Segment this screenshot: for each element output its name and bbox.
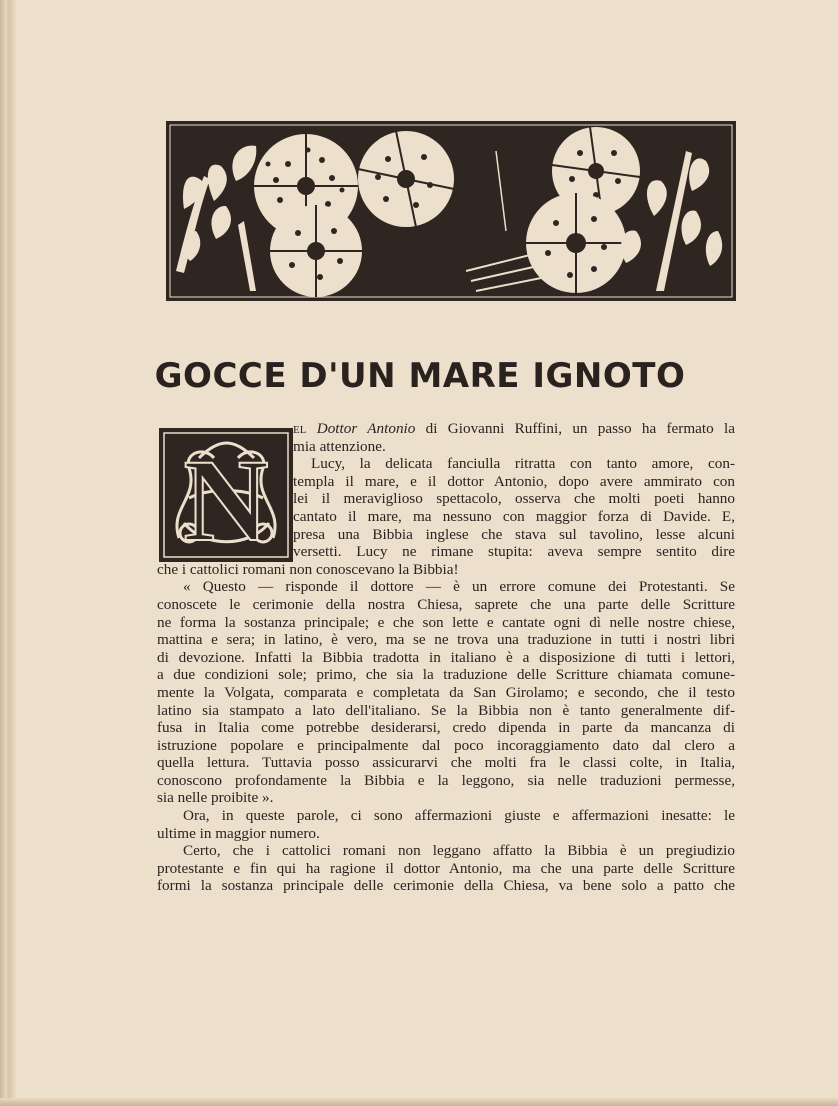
text-line: protestante e fin qui ha ragione il dottor Antonio, ma che una parte delle Scritture — [157, 859, 735, 877]
text-line: mia attenzione. — [293, 437, 386, 455]
text-line: a due condizioni sole; primo, che sia la traduzione delle Scritture chiamata comune- — [157, 666, 735, 684]
text-line: cantato il mare, ma nessuno con maggior forza di Davide. E, — [293, 507, 735, 525]
text-line: formi la sostanza principale delle cerimonie della Chiesa, va bene solo a patto che — [157, 877, 735, 895]
paragraph — [157, 842, 735, 895]
decorative-flower-woodcut — [166, 121, 736, 301]
text-line: el Dottor Antonio di Giovanni Ruffini, un passo ha fermato la — [293, 420, 735, 437]
page-bottom-edge — [0, 1098, 838, 1106]
text-line: fusa in Italia come potrebbe desiderarsi, credo dipenda in parte da mancanza di — [157, 719, 735, 737]
text-line: sia nelle proibite ». — [157, 789, 274, 807]
page-title: GOCCE D'UN MARE IGNOTO — [154, 356, 686, 396]
page-edge — [0, 0, 16, 1106]
article-body — [157, 420, 735, 895]
text-line: Ora, in queste parole, ci sono affermazioni giuste e affermazioni inesatte: le — [183, 807, 735, 825]
text-line: lei il meraviglioso spettacolo, osserva che molti poeti hanno — [293, 490, 735, 508]
text-line: di devozione. Infatti la Bibbia tradotta in italiano è a disposizione di tutti i lettori, — [157, 648, 735, 666]
text-line: istruzione popolare e principalmente dal poco incoraggiamento dato dal clero a — [157, 736, 735, 754]
text-line: quella lettura. Tuttavia posso assicurarvi che molti fra le classi colte, in Italia, — [157, 754, 735, 772]
paragraph — [157, 578, 735, 807]
text-line: conoscono profondamente la Bibbia e la leggono, sia nelle traduzioni permesse, — [157, 771, 735, 789]
text-line: latino sia stampato a lato dell'italiano. Se la Bibbia non è tanto generalmente dif- — [157, 701, 735, 719]
text-line: conoscete le cerimonie della nostra Chiesa, saprete che una parte delle Scritture — [157, 595, 735, 613]
paragraph — [157, 807, 735, 842]
text-line: che i cattolici romani non conoscevano la Bibbia! — [157, 560, 459, 578]
text-line: ultime in maggior numero. — [157, 824, 320, 842]
text-line: ne forma la sostanza principale; e che son lette e cantate ogni dì nelle nostre chiese, — [157, 613, 735, 631]
dropcap-letter: N — [183, 435, 269, 562]
text-line: versetti. Lucy ne rimane stupita: aveva sempre sentito dire — [293, 543, 735, 561]
paragraph — [157, 455, 735, 578]
text-line: presa una Bibbia inglese che stava sul tavolino, lesse alcuni — [293, 525, 735, 543]
paragraph — [157, 420, 735, 455]
text-line: Certo, che i cattolici romani non leggano affatto la Bibbia è un pregiudizio — [183, 842, 735, 860]
text-line: mente la Volgata, comparata e completata da San Girolamo; e secondo, che il testo — [157, 683, 735, 701]
text-line: templa il mare, e il dottor Antonio, dopo avere ammirato con — [293, 472, 735, 490]
text-line: mattina e sera; in latino, è vero, ma se ne trova una traduzione in tutti i nostri libri — [157, 631, 735, 649]
text-line: Lucy, la delicata fanciulla ritratta con tanto amore, con- — [311, 455, 735, 473]
text-line: « Questo — risponde il dottore — è un errore comune dei Protestanti. Se — [183, 578, 735, 596]
